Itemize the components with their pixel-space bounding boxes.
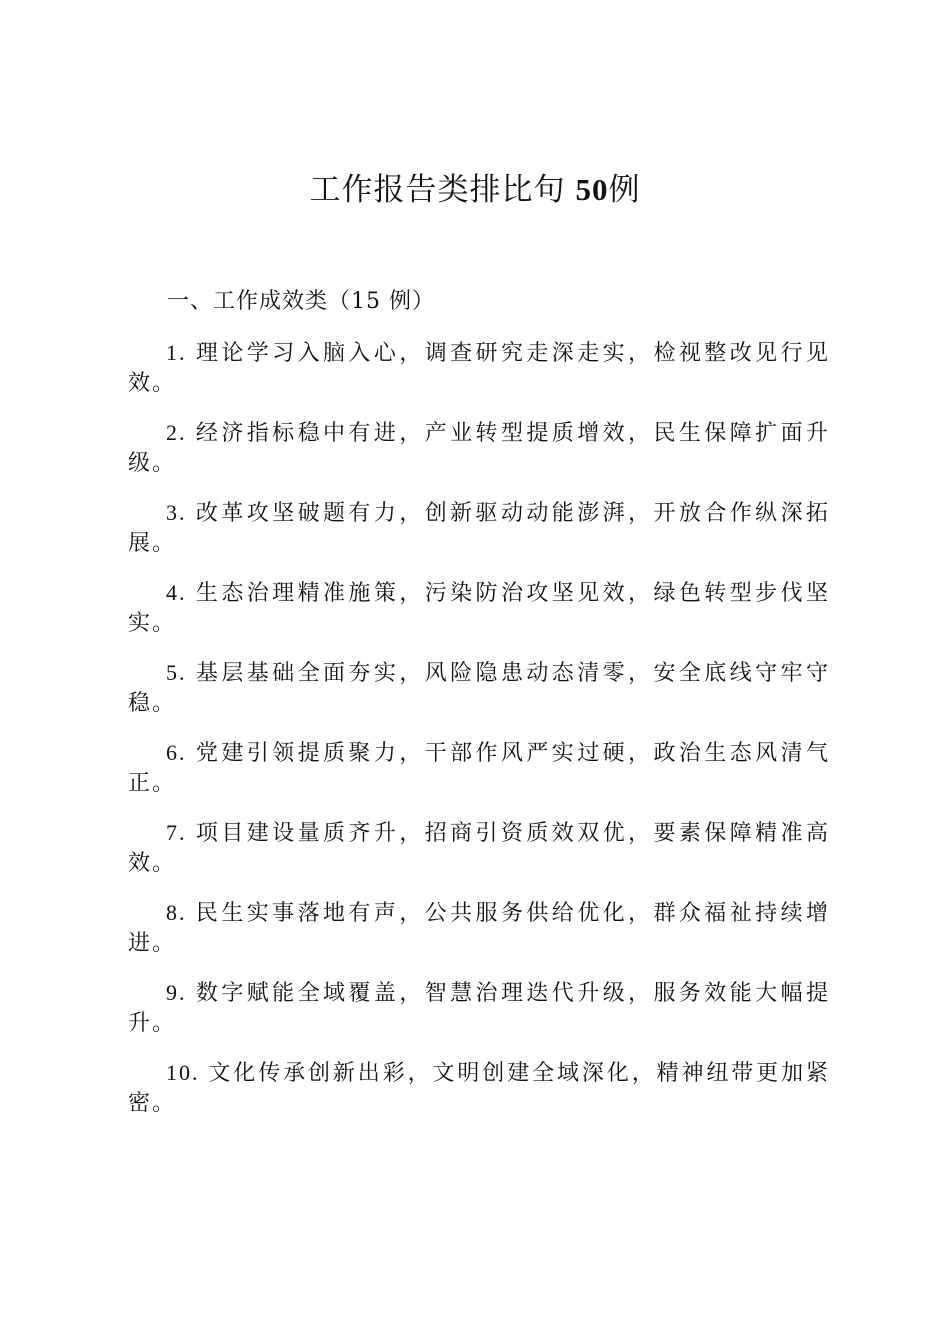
- list-item: [128, 898, 830, 978]
- item-text: 民生实事落地有声，公共服务供给优化，群众福祉持续增进。: [128, 901, 830, 956]
- item-text: 党建引领提质聚力，干部作风严实过硬，政治生态风清气正。: [128, 741, 830, 796]
- item-number: 6.: [166, 740, 187, 765]
- item-text: 经济指标稳中有进，产业转型提质增效，民生保障扩面升级。: [128, 421, 830, 476]
- item-number: 10.: [166, 1060, 200, 1085]
- item-text: 数字赋能全域覆盖，智慧治理迭代升级，服务效能大幅提升。: [128, 981, 830, 1036]
- list-item: [128, 338, 830, 418]
- item-number: 8.: [166, 900, 187, 925]
- item-text: 改革攻坚破题有力，创新驱动动能澎湃，开放合作纵深拓展。: [128, 501, 830, 556]
- list-item: [128, 498, 830, 578]
- item-list: [128, 338, 830, 1138]
- title-text: 工作报告类排比句: [309, 172, 566, 208]
- list-item: [128, 578, 830, 658]
- list-item: [128, 1058, 830, 1138]
- item-number: 7.: [166, 820, 187, 845]
- list-item: [128, 418, 830, 498]
- item-text: 理论学习入脑入心，调查研究走深走实，检视整改见行见效。: [128, 341, 830, 396]
- title-suffix: 例: [608, 172, 641, 208]
- list-item: [128, 658, 830, 738]
- item-number: 3.: [166, 500, 187, 525]
- item-text: 生态治理精准施策，污染防治攻坚见效，绿色转型步伐坚实。: [128, 581, 830, 636]
- item-number: 9.: [166, 980, 187, 1005]
- item-number: 4.: [166, 580, 187, 605]
- item-text: 项目建设量质齐升，招商引资质效双优，要素保障精准高效。: [128, 821, 830, 876]
- item-text: 基层基础全面夯实，风险隐患动态清零，安全底线守牢守稳。: [128, 661, 830, 716]
- item-text: 文化传承创新出彩，文明创建全域深化，精神纽带更加紧密。: [128, 1061, 830, 1116]
- item-number: 5.: [166, 660, 187, 685]
- list-item: [128, 978, 830, 1058]
- item-number: 1.: [166, 340, 187, 365]
- list-item: [128, 818, 830, 898]
- document-title: [0, 168, 950, 212]
- item-number: 2.: [166, 420, 187, 445]
- list-item: [128, 738, 830, 818]
- title-number: 50: [575, 172, 609, 207]
- section-heading: 一、工作成效类（15 例）: [167, 289, 435, 314]
